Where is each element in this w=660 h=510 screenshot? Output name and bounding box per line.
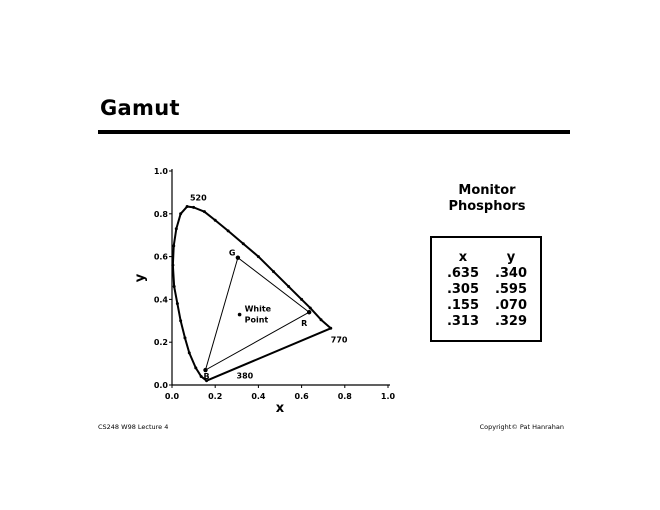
primary-point bbox=[236, 255, 240, 259]
locus-point bbox=[200, 375, 203, 378]
x-tick-label: 0.0 bbox=[164, 392, 180, 401]
cell-x: .155 bbox=[446, 298, 480, 313]
locus-point bbox=[203, 210, 206, 213]
primary-label: G bbox=[228, 248, 236, 258]
primary-point bbox=[307, 310, 311, 314]
locus-point bbox=[171, 264, 174, 267]
x-tick-label: 1.0 bbox=[380, 392, 396, 401]
locus-point bbox=[192, 206, 195, 209]
locus-point bbox=[173, 285, 176, 288]
diagram-annotations bbox=[190, 194, 348, 381]
locus-point bbox=[300, 298, 303, 301]
locus-point bbox=[183, 336, 186, 339]
cell-y: .070 bbox=[494, 298, 528, 313]
footer-course: CS248 W98 Lecture 4 bbox=[98, 423, 169, 431]
x-tick-label: 0.8 bbox=[337, 392, 352, 401]
phosphor-heading-line1: Monitor bbox=[458, 183, 516, 198]
locus-point bbox=[242, 242, 245, 245]
locus-point bbox=[272, 270, 275, 273]
column-header-x: x bbox=[458, 250, 468, 265]
cell-x: .305 bbox=[446, 282, 480, 297]
locus-point bbox=[176, 302, 179, 305]
table-row bbox=[440, 298, 536, 314]
cell-x: .313 bbox=[446, 314, 480, 329]
spectral-locus bbox=[171, 205, 332, 382]
y-tick-label: 0.8 bbox=[153, 209, 168, 219]
footer-copyright: Copyright© Pat Hanrahan bbox=[479, 423, 564, 431]
phosphor-heading bbox=[430, 183, 544, 215]
locus-point bbox=[194, 366, 197, 369]
white-point-label: White bbox=[244, 304, 272, 314]
locus-point bbox=[309, 306, 312, 309]
y-axis-label: y bbox=[133, 273, 148, 283]
locus-point bbox=[287, 285, 290, 288]
phosphor-heading-line2: Phosphors bbox=[448, 199, 526, 214]
locus-point bbox=[186, 205, 189, 208]
y-tick-label: 0.6 bbox=[153, 252, 168, 262]
x-tick-label: 0.6 bbox=[294, 392, 309, 401]
cell-x: .635 bbox=[446, 266, 480, 281]
white-point-label: Point bbox=[244, 315, 269, 325]
table-row bbox=[440, 266, 536, 282]
phosphor-table-header bbox=[440, 250, 536, 266]
wavelength-label: 520 bbox=[189, 193, 207, 203]
y-tick-label: 0.0 bbox=[153, 381, 168, 390]
primary-label: B bbox=[203, 372, 210, 382]
y-tick-label: 0.2 bbox=[153, 338, 168, 348]
locus-point bbox=[179, 212, 182, 215]
wavelength-label: 770 bbox=[330, 335, 348, 345]
locus-point bbox=[179, 319, 182, 322]
x-axis-label: x bbox=[275, 401, 285, 416]
locus-point bbox=[227, 229, 230, 232]
phosphor-table bbox=[440, 250, 536, 330]
slide-title: Gamut bbox=[100, 96, 180, 120]
white-point-marker bbox=[238, 313, 242, 317]
locus-point bbox=[214, 219, 217, 222]
phosphor-table-box bbox=[430, 236, 542, 342]
locus-point bbox=[175, 227, 178, 230]
locus-point bbox=[188, 351, 191, 354]
cell-y: .340 bbox=[494, 266, 528, 281]
table-row bbox=[440, 282, 536, 298]
wavelength-label: 380 bbox=[236, 371, 254, 381]
x-tick-label: 0.4 bbox=[251, 392, 266, 401]
y-tick-label: 0.4 bbox=[153, 295, 168, 305]
table-row bbox=[440, 314, 536, 330]
locus-point bbox=[257, 255, 260, 258]
x-tick-label: 0.2 bbox=[208, 392, 223, 401]
y-tick-label: 1.0 bbox=[153, 167, 168, 176]
locus-point bbox=[172, 244, 175, 247]
cell-y: .595 bbox=[494, 282, 528, 297]
column-header-y: y bbox=[506, 250, 516, 265]
locus-point bbox=[329, 327, 332, 330]
cell-y: .329 bbox=[494, 314, 528, 329]
triangle-edges bbox=[205, 258, 309, 370]
locus-curve bbox=[173, 207, 331, 381]
primary-label: R bbox=[301, 319, 308, 329]
locus-point bbox=[320, 318, 323, 321]
